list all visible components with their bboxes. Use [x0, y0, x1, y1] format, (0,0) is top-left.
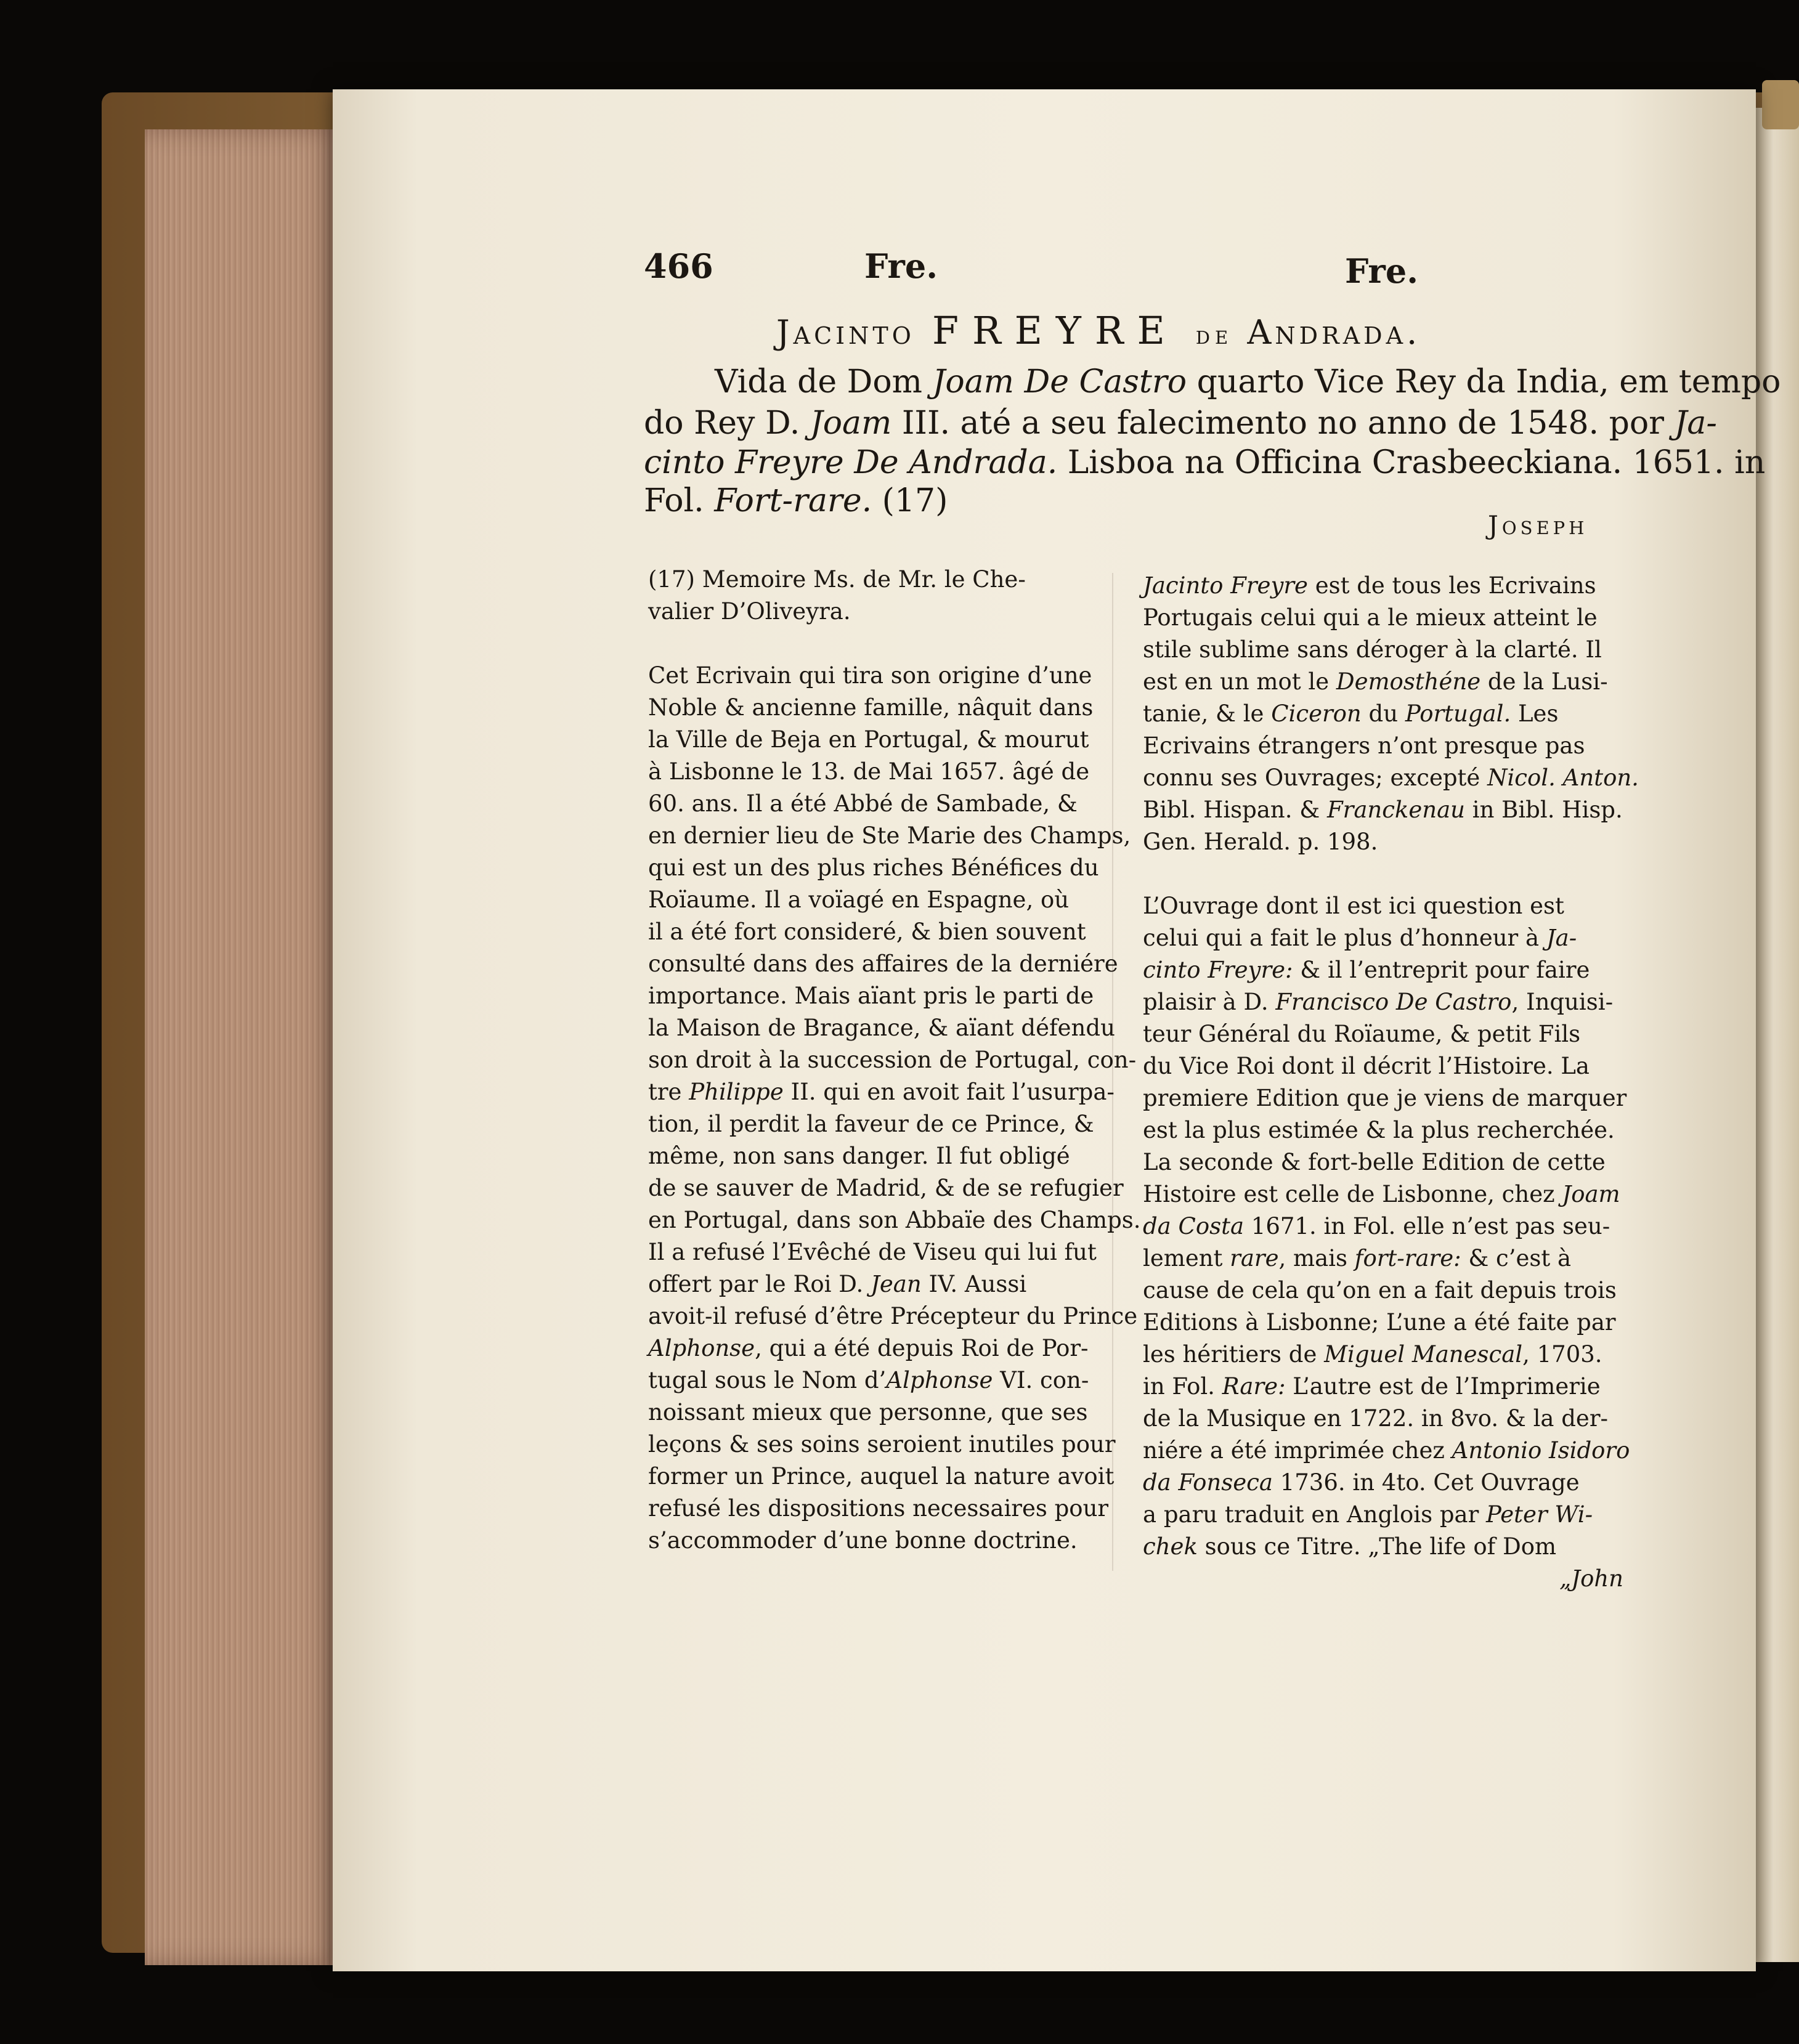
text-line: Roïaume. Il a voïagé en Espagne, où	[648, 886, 1070, 913]
italic-run: Joam	[810, 405, 892, 442]
catchword-bottom: „John	[1559, 1565, 1623, 1592]
heading-particle: de	[1195, 320, 1233, 350]
text-line: Cet Ecrivain qui tira son origine d’une	[648, 662, 1092, 689]
author-heading	[776, 308, 1421, 353]
heading-surname: FREYRE	[932, 308, 1179, 353]
text-line: Alphonse, qui a été depuis Roi de Por-	[648, 1335, 1089, 1361]
text-line: Ecrivains étrangers n’ont presque pas	[1143, 732, 1585, 759]
right-column	[1143, 570, 1639, 1595]
heading-first-name: Jacinto	[776, 313, 915, 352]
text-line: offert par le Roi D. Jean IV. Aussi	[648, 1271, 1027, 1297]
text-line: Bibl. Hispan. & Franckenau in Bibl. Hisp.	[1143, 797, 1623, 823]
text-line: Jacinto Freyre est de tous les Ecrivains	[1143, 572, 1596, 599]
italic-run: da Fonseca	[1143, 1469, 1273, 1496]
italic-run: fort-rare:	[1354, 1245, 1461, 1271]
italic-run: Joam	[1562, 1181, 1620, 1207]
text-line: tre Philippe II. qui en avoit fait l’usurpa-	[648, 1079, 1115, 1105]
text-line: a paru traduit en Anglois par Peter Wi-	[1143, 1501, 1593, 1528]
text-line: premiere Edition que je viens de marquer	[1143, 1085, 1627, 1111]
text-line: tion, il perdit la faveur de ce Prince, &	[648, 1111, 1094, 1137]
left-column	[648, 564, 1141, 1557]
text-line: du Vice Roi dont il décrit l’Histoire. La	[1143, 1053, 1590, 1079]
text-line: refusé les dispositions necessaires pour	[648, 1495, 1109, 1522]
text-line: (17) Memoire Ms. de Mr. le Che-	[648, 566, 1026, 593]
binding-corner	[1762, 80, 1799, 129]
italic-run: Fort-rare.	[714, 482, 872, 519]
text-line: La seconde & fort-belle Edition de cette	[1143, 1149, 1606, 1175]
title-line: Fol. Fort-rare. (17)	[644, 482, 948, 519]
italic-run: Joam De Castro	[932, 363, 1187, 400]
italic-run: Philippe	[689, 1079, 784, 1105]
text-line: en dernier lieu de Ste Marie des Champs,	[648, 822, 1131, 849]
text-line: Portugais celui qui a le mieux atteint le	[1143, 604, 1598, 631]
text-line: celui qui a fait le plus d’honneur à Ja-	[1143, 925, 1577, 951]
text-line: de la Musique en 1722. in 8vo. & la der-	[1143, 1405, 1609, 1432]
italic-run: Portugal.	[1405, 700, 1511, 727]
title-line: Vida de Dom Joam De Castro quarto Vice Rey da India, em tempo	[715, 363, 1781, 400]
text-line: les héritiers de Miguel Manescal, 1703.	[1143, 1341, 1602, 1368]
text-line: niére a été imprimée chez Antonio Isidoro	[1143, 1437, 1630, 1464]
page-number: 466	[644, 246, 713, 286]
text-line: da Fonseca 1736. in 4to. Cet Ouvrage	[1143, 1469, 1580, 1496]
italic-run: Francisco De Castro	[1275, 989, 1512, 1015]
text-line: stile sublime sans déroger à la clarté. Il	[1143, 636, 1602, 663]
title-line: do Rey D. Joam III. até a seu falecimento no anno de 1548. por Ja-	[644, 405, 1717, 442]
text-line: connu ses Ouvrages; excepté Nicol. Anton.	[1143, 764, 1639, 791]
text-line: da Costa 1671. in Fol. elle n’est pas seu-	[1143, 1213, 1610, 1239]
text-line: 60. ans. Il a été Abbé de Sambade, &	[648, 790, 1078, 817]
text-line: leçons & ses soins seroient inutiles pour	[648, 1431, 1116, 1458]
text-line: consulté dans des affaires de la derniére	[648, 951, 1118, 977]
page-edges	[145, 129, 342, 1965]
italic-run: rare	[1230, 1245, 1279, 1271]
text-line: L’Ouvrage dont il est ici question est	[1143, 893, 1564, 919]
text-line: former un Prince, auquel la nature avoit	[648, 1463, 1115, 1490]
italic-run: Antonio Isidoro	[1452, 1437, 1630, 1464]
text-line: noissant mieux que personne, que ses	[648, 1399, 1088, 1426]
text-line: même, non sans danger. Il fut obligé	[648, 1143, 1070, 1169]
text-line: de se sauver de Madrid, & de se refugier	[648, 1175, 1124, 1201]
text-line: est en un mot le Demosthéne de la Lusi-	[1143, 668, 1608, 695]
catchword-top: Joseph	[1488, 510, 1588, 540]
italic-run: chek	[1143, 1533, 1198, 1560]
text-line: chek sous ce Titre. „The life of Dom	[1143, 1533, 1557, 1560]
text-line: cause de cela qu’on en a fait depuis trois	[1143, 1277, 1617, 1304]
text-line: tugal sous le Nom d’Alphonse VI. con-	[648, 1367, 1089, 1393]
text-line: il a été fort consideré, & bien souvent	[648, 919, 1086, 945]
text-line: est la plus estimée & la plus recherchée.	[1143, 1117, 1615, 1143]
text-line: in Fol. Rare: L’autre est de l’Imprimerie	[1143, 1373, 1601, 1400]
italic-run: Demosthéne	[1336, 668, 1481, 695]
text-line: Il a refusé l’Evêché de Viseu qui lui fut	[648, 1239, 1097, 1265]
title-line: cinto Freyre De Andrada. Lisboa na Officina Crasbeeckiana. 1651. in	[644, 444, 1766, 481]
text-line: la Ville de Beja en Portugal, & mourut	[648, 726, 1089, 753]
text-line: en Portugal, dans son Abbaïe des Champs.	[648, 1207, 1141, 1233]
text-line: Noble & ancienne famille, nâquit dans	[648, 694, 1094, 721]
text-line: tanie, & le Ciceron du Portugal. Les	[1143, 700, 1559, 727]
italic-run: da Costa	[1143, 1213, 1245, 1239]
italic-run: Ja-	[1674, 405, 1717, 442]
text-line: qui est un des plus riches Bénéfices du	[648, 854, 1099, 881]
italic-run: Alphonse	[886, 1367, 993, 1393]
text-line: s’accommoder d’une bonne doctrine.	[648, 1527, 1078, 1554]
italic-run: Jean	[871, 1271, 922, 1297]
text-line: teur Général du Roïaume, & petit Fils	[1143, 1021, 1581, 1047]
text-line: importance. Mais aïant pris le parti de	[648, 983, 1094, 1009]
italic-run: Miguel Manescal	[1324, 1341, 1523, 1368]
italic-run: Alphonse	[648, 1335, 755, 1361]
italic-run: Rare:	[1222, 1373, 1286, 1400]
italic-run: Ja-	[1546, 925, 1577, 951]
italic-run: cinto Freyre:	[1143, 957, 1293, 983]
running-head-left: Fre.	[864, 246, 938, 286]
paragraph-gap	[648, 628, 1116, 660]
italic-run: Franckenau	[1326, 797, 1465, 823]
text-line: cinto Freyre: & il l’entreprit pour faire	[1143, 957, 1590, 983]
text-line: Histoire est celle de Lisbonne, chez Joam	[1143, 1181, 1620, 1207]
text-line: plaisir à D. Francisco De Castro, Inquisi-	[1143, 989, 1614, 1015]
text-line: son droit à la succession de Portugal, con-	[648, 1047, 1137, 1073]
text-line: valier D’Oliveyra.	[648, 598, 851, 625]
text-line: Editions à Lisbonne; L’une a été faite par	[1143, 1309, 1616, 1336]
italic-run: Nicol. Anton.	[1487, 764, 1639, 791]
text-line: lement rare, mais fort-rare: & c’est à	[1143, 1245, 1572, 1271]
heading-last-name: Andrada.	[1247, 313, 1421, 352]
italic-run: cinto Freyre De Andrada.	[644, 444, 1058, 481]
italic-run: Jacinto Freyre	[1143, 572, 1308, 599]
running-head-right: Fre.	[1345, 251, 1418, 291]
text-line: à Lisbonne le 13. de Mai 1657. âgé de	[648, 758, 1090, 785]
paragraph-gap	[1143, 858, 1623, 890]
italic-run: Ciceron	[1271, 700, 1362, 727]
text-line: avoit-il refusé d’être Précepteur du Prince	[648, 1303, 1138, 1329]
text-line: Gen. Herald. p. 198.	[1143, 829, 1378, 855]
italic-run: Peter Wi-	[1486, 1501, 1593, 1528]
text-line: la Maison de Bragance, & aïant défendu	[648, 1015, 1115, 1041]
